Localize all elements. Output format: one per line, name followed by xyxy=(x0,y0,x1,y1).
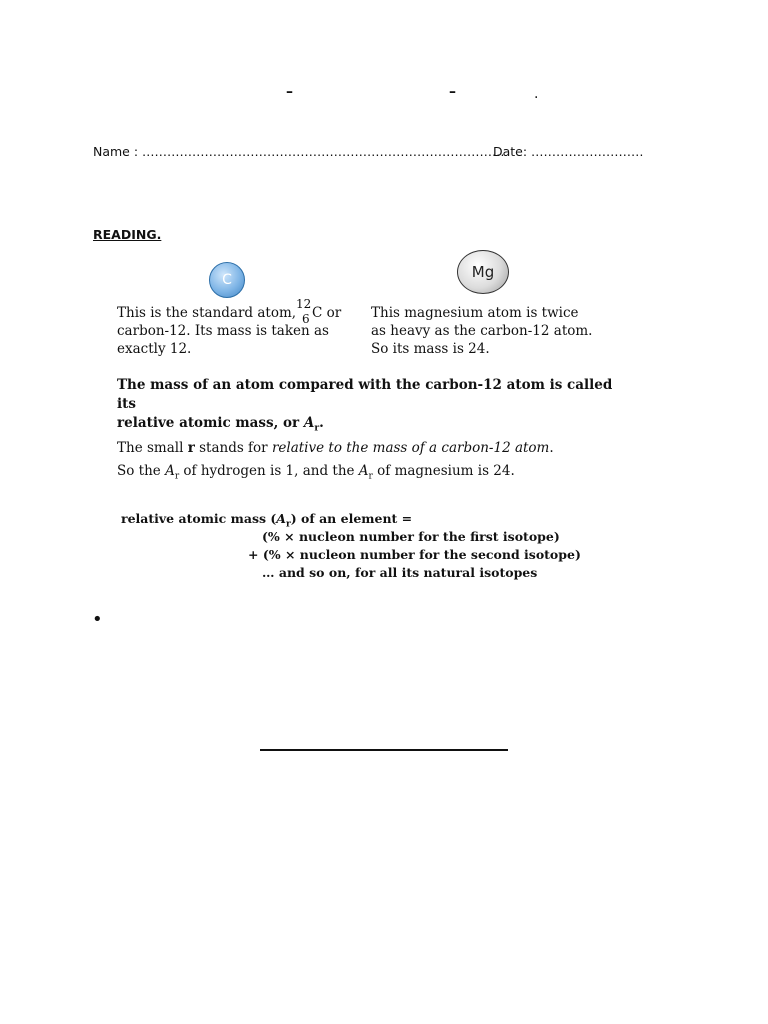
definition-line-4 xyxy=(117,462,617,487)
definition-paragraph xyxy=(117,376,617,486)
definition-line-2-end: . xyxy=(319,415,324,431)
header-dash-right: – xyxy=(449,84,456,100)
magnesium-line-3: So its mass is 24. xyxy=(371,341,490,357)
magnesium-atom-icon xyxy=(457,250,509,294)
carbon-symbol: C xyxy=(222,272,232,288)
ar-subscript: r xyxy=(314,423,320,434)
ar-subscript-magnesium: r xyxy=(368,471,373,482)
ar-symbol-hydrogen: A xyxy=(165,462,175,479)
definition-line-3 xyxy=(117,439,617,458)
definition-line-2 xyxy=(117,414,617,439)
header-dash-left: – xyxy=(286,84,293,100)
small-r: r xyxy=(187,439,195,456)
magnesium-symbol: Mg xyxy=(471,263,495,281)
date-field[interactable]: Date: ……………………… xyxy=(493,144,644,159)
isotope-notation xyxy=(296,297,312,326)
formula-line-3: + (% × nucleon number for the second isotope) xyxy=(248,547,581,562)
isotope-mass-number: 12 xyxy=(296,297,312,311)
carbon-atom-icon xyxy=(209,262,245,298)
formula-line-2: (% × nucleon number for the first isotope) xyxy=(262,529,560,544)
carbon-line-1 xyxy=(117,297,357,326)
definition-line-3-end: . xyxy=(549,439,554,456)
ar-symbol-magnesium: A xyxy=(358,462,369,479)
definition-line-2-text: relative atomic mass, or xyxy=(117,415,304,431)
isotope-atomic-number: 6 xyxy=(302,312,310,326)
carbon-line-1-end: C or xyxy=(312,305,342,321)
ar-subscript-hydrogen: r xyxy=(174,471,180,482)
definition-line-1: The mass of an atom compared with the carbon-12 atom is called its xyxy=(117,377,613,412)
name-field[interactable]: Name : …………………………………………………………………………… xyxy=(93,144,505,159)
empty-bullet: • xyxy=(92,609,103,630)
carbon-description xyxy=(117,297,357,358)
carbon-line-2: carbon-12. Its mass is taken as xyxy=(117,323,329,339)
definition-line-4-mid: of hydrogen is 1, and the xyxy=(179,462,359,479)
formula-line-1-text: relative atomic mass ( xyxy=(121,511,277,526)
magnesium-line-2: as heavy as the carbon-12 atom. xyxy=(371,323,593,339)
carbon-line-1-text: This is the standard atom, xyxy=(117,305,297,321)
definition-line-4-text: So the xyxy=(117,462,166,479)
formula-ar-subscript: r xyxy=(286,519,291,530)
magnesium-line-1: This magnesium atom is twice xyxy=(371,305,579,321)
header-dot: . xyxy=(534,86,539,102)
ar-symbol: A xyxy=(303,415,315,431)
definition-line-4-end: of magnesium is 24. xyxy=(372,462,515,479)
definition-line-3-text: The small xyxy=(117,439,188,456)
definition-line-3-mid: stands for xyxy=(194,439,272,456)
formula-line-1-end: ) of an element = xyxy=(290,511,413,526)
definition-line-3-italic: relative to the mass of a carbon-12 atom xyxy=(271,439,550,456)
reading-heading: READING. xyxy=(93,227,162,242)
formula-ar-symbol: A xyxy=(276,511,286,526)
divider-line xyxy=(260,749,508,751)
carbon-line-3: exactly 12. xyxy=(117,341,192,357)
magnesium-description xyxy=(371,304,611,358)
formula-line-4: … and so on, for all its natural isotopes xyxy=(262,565,538,580)
